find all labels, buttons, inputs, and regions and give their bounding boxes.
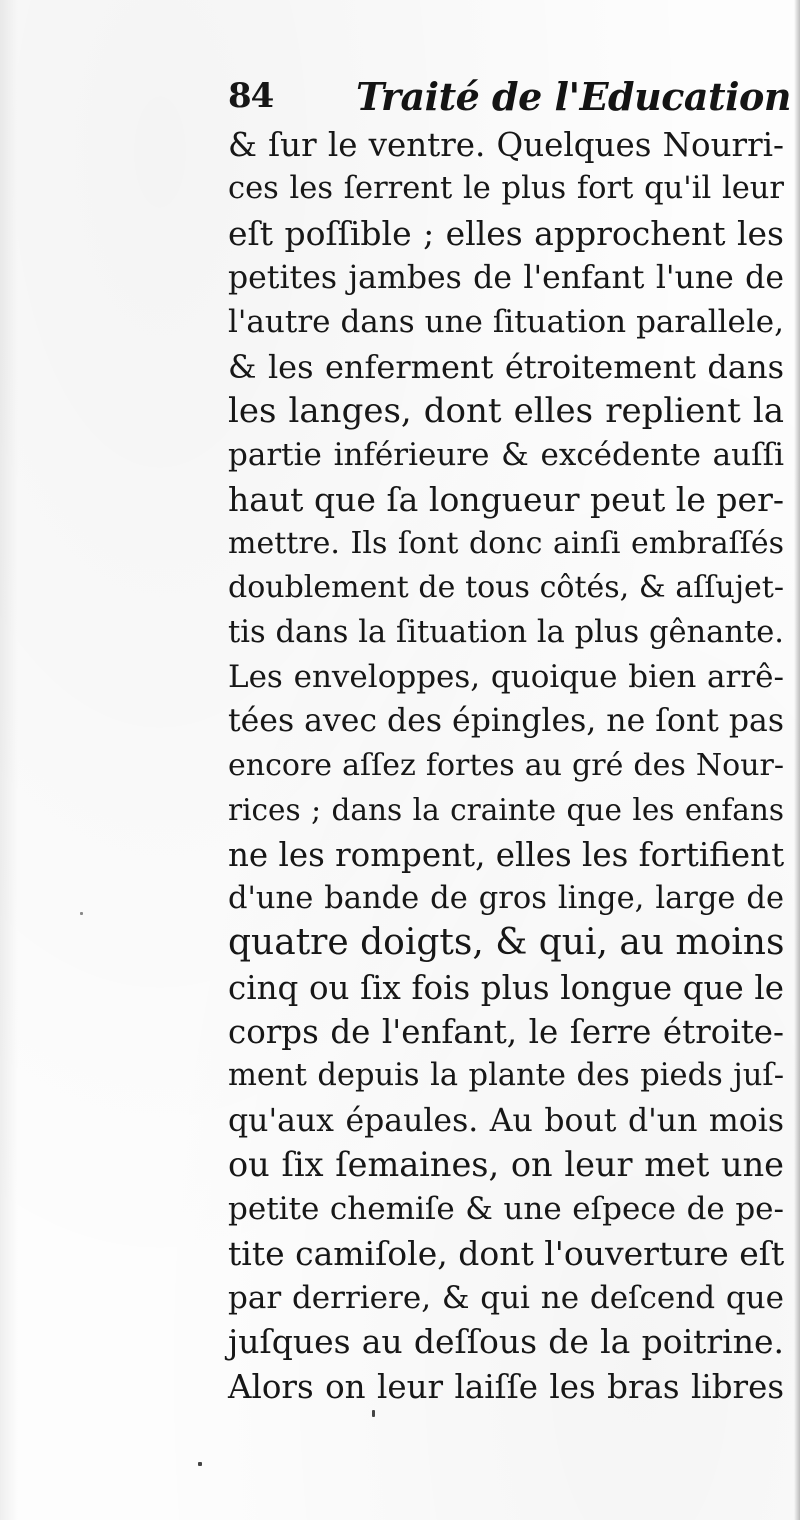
text-line: tées avec des épingles, ne ſont pas (228, 703, 784, 740)
text-line: tite camiſole, dont l'ouverture eſt (228, 1233, 785, 1273)
ink-speck (198, 1462, 202, 1466)
text-line: encore aſſez fortes au gré des Nour- (228, 747, 784, 783)
text-line: Alors on leur laiſſe les bras libres (228, 1367, 784, 1406)
text-line: qu'aux épaules. Au bout d'un mois (228, 1102, 784, 1139)
text-line: ment depuis la plante des pieds juſ- (228, 1058, 784, 1094)
text-line: ne les rompent, elles les fortifient (228, 835, 785, 874)
text-line: petite chemiſe & une eſpece de pe- (228, 1191, 784, 1228)
text-line: l'autre dans une ſituation parallele, (228, 304, 784, 341)
text-line: eſt poſſible ; elles approchent les (228, 213, 784, 253)
text-line: quatre doigts, & qui, au moins (228, 922, 785, 964)
page-right-edge (794, 0, 800, 1520)
text-line: juſques au deſſous de la poitrine. (228, 1322, 784, 1362)
text-line: partie inférieure & excédente auſſi (228, 437, 784, 474)
text-line: mettre. Ils ſont donc ainſi embraſſés (228, 526, 784, 562)
text-line: & ſur le ventre. Quelques Nourri- (228, 126, 784, 164)
page-left-shadow (0, 0, 18, 1520)
text-line: ces les ſerrent le plus fort qu'il leur (228, 171, 784, 207)
text-line: petites jambes de l'enfant l'une de (228, 260, 784, 297)
text-line: tis dans la ſituation la plus gênante. (228, 614, 784, 650)
body-text (228, 123, 784, 1409)
ink-speck (372, 1410, 375, 1417)
text-line: haut que ſa longueur peut le per- (228, 479, 784, 519)
text-line: Les enveloppes, quoique bien arrê- (228, 659, 784, 696)
text-line: par derriere, & qui ne deſcend que (228, 1279, 784, 1316)
running-title: Traité de l'Education (356, 74, 791, 119)
text-line: rices ; dans la crainte que les enfans (228, 793, 784, 828)
text-line: cinq ou ſix fois plus longue que le (228, 968, 784, 1007)
ink-speck (80, 912, 83, 915)
text-line: & les enferment étroitement dans (228, 347, 784, 386)
text-line: corps de l'enfant, le ſerre étroite- (228, 1012, 784, 1051)
text-line: ou ſix ſemaines, on leur met une (228, 1144, 784, 1184)
text-line: doublement de tous côtés, & aſſujet- (228, 570, 784, 606)
running-header (228, 70, 791, 122)
text-line: les langes, dont elles replient la (228, 391, 784, 432)
text-line: d'une bande de gros linge, large de (228, 880, 784, 916)
page-number: 84 (228, 76, 274, 116)
